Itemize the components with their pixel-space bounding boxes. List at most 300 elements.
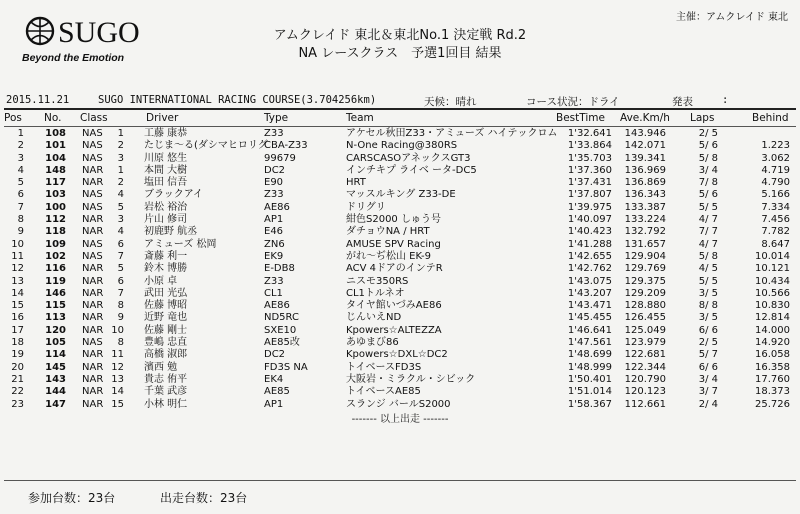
cell-class-rank: 11 <box>111 349 124 361</box>
cell-car-number: 144 <box>45 386 66 398</box>
table-row <box>0 337 800 349</box>
cell-class: NAS <box>82 189 103 201</box>
cell-ave-kmh: 136.343 <box>624 189 666 201</box>
cell-pos: 10 <box>11 238 24 250</box>
cell-pos: 22 <box>11 386 24 398</box>
cell-driver: 初鹿野 航丞 <box>144 226 198 238</box>
cell-ave-kmh: 128.880 <box>624 300 666 312</box>
cell-class-rank: 6 <box>117 238 124 250</box>
cell-class-rank: 3 <box>117 214 124 226</box>
cell-laps: 3/ 7 <box>698 386 718 398</box>
cell-behind: 18.373 <box>755 386 790 398</box>
cell-car-number: 112 <box>45 214 66 226</box>
header-behind: Behind <box>752 112 789 124</box>
cell-best-time: 1'39.975 <box>567 201 612 213</box>
cell-driver: 片山 修司 <box>144 214 188 226</box>
cell-car-number: 105 <box>45 337 66 349</box>
cell-driver: たじま～る(ダシマヒロリグ <box>144 140 268 152</box>
cell-team: N-One Racing@380RS <box>346 140 458 152</box>
cell-driver: 本間 大樹 <box>144 164 188 176</box>
cell-class-rank: 4 <box>117 189 124 201</box>
cell-ave-kmh: 120.790 <box>624 373 666 385</box>
cell-pos: 14 <box>11 287 24 299</box>
cell-ave-kmh: 122.681 <box>624 349 666 361</box>
table-row <box>0 276 800 288</box>
cell-laps: 3/ 5 <box>698 287 718 299</box>
announce-label: 発表 <box>672 96 693 108</box>
cell-ave-kmh: 129.375 <box>624 275 666 287</box>
cell-behind: 7.334 <box>761 201 790 213</box>
table-row <box>0 165 800 177</box>
cell-behind: 10.830 <box>755 300 790 312</box>
cell-class: NAS <box>82 250 103 262</box>
cell-driver: ブラックアイ <box>144 189 203 201</box>
table-row <box>0 312 800 324</box>
cell-type: ZN6 <box>264 238 285 250</box>
cell-laps: 5/ 7 <box>698 349 718 361</box>
cell-driver: 佐藤 博昭 <box>144 300 188 312</box>
cell-ave-kmh: 129.904 <box>624 250 666 262</box>
header-pos: Pos <box>4 112 22 124</box>
cell-driver: 塩田 信吾 <box>144 177 188 189</box>
cell-car-number: 117 <box>45 177 66 189</box>
cell-class-rank: 1 <box>117 164 124 176</box>
cell-car-number: 146 <box>45 287 66 299</box>
cell-car-number: 120 <box>45 324 66 336</box>
cell-class-rank: 2 <box>117 140 124 152</box>
cell-behind: 4.790 <box>761 177 790 189</box>
course-name: SUGO INTERNATIONAL RACING COURSE(3.704256km) <box>98 94 377 106</box>
announce-time: : <box>722 94 729 106</box>
cell-behind: 12.814 <box>755 312 790 324</box>
cell-laps: 3/ 4 <box>698 373 718 385</box>
cell-best-time: 1'41.288 <box>567 238 612 250</box>
end-note: ------- 以上出走 ------- <box>351 414 449 425</box>
cell-best-time: 1'40.423 <box>567 226 612 238</box>
cell-best-time: 1'43.471 <box>567 300 612 312</box>
header-class: Class <box>80 112 108 124</box>
cell-team: HRT <box>346 177 366 189</box>
cell-type: 99679 <box>264 152 296 164</box>
cell-class: NAR <box>82 300 104 312</box>
cell-behind: 25.726 <box>755 398 790 410</box>
cell-laps: 5/ 8 <box>698 250 718 262</box>
cell-type: Z33 <box>264 189 284 201</box>
cell-ave-kmh: 136.969 <box>624 164 666 176</box>
cell-laps: 5/ 5 <box>698 275 718 287</box>
cell-ave-kmh: 142.071 <box>624 140 666 152</box>
cell-class-rank: 2 <box>117 177 124 189</box>
cell-class-rank: 12 <box>111 361 124 373</box>
cell-ave-kmh: 112.661 <box>624 398 666 410</box>
cell-ave-kmh: 129.769 <box>624 263 666 275</box>
cell-class: NAR <box>82 324 104 336</box>
cell-type: FD3S NA <box>264 361 308 373</box>
cell-team: Kpowers☆DXL☆DC2 <box>346 349 448 361</box>
table-row <box>0 202 800 214</box>
cell-best-time: 1'48.999 <box>567 361 612 373</box>
cell-class-rank: 10 <box>111 324 124 336</box>
cell-best-time: 1'46.641 <box>567 324 612 336</box>
cell-driver: 岩松 裕治 <box>144 201 188 213</box>
cell-laps: 4/ 7 <box>698 214 718 226</box>
cell-best-time: 1'48.699 <box>567 349 612 361</box>
cell-pos: 5 <box>17 177 24 189</box>
cell-team: あゆまび86 <box>346 337 399 349</box>
cell-team: トイベースAE85 <box>346 386 421 398</box>
cell-type: SXE10 <box>264 324 297 336</box>
cell-type: CBA-Z33 <box>264 140 308 152</box>
header-type: Type <box>264 112 289 124</box>
cell-behind: 10.121 <box>755 263 790 275</box>
table-row <box>0 362 800 374</box>
cell-class-rank: 3 <box>117 152 124 164</box>
cell-team: ニスモ350RS <box>346 275 409 287</box>
cell-ave-kmh: 125.049 <box>624 324 666 336</box>
cell-class: NAR <box>82 164 104 176</box>
cell-driver: 武田 光弘 <box>144 287 188 299</box>
cell-pos: 21 <box>11 373 24 385</box>
cell-best-time: 1'58.367 <box>567 398 612 410</box>
cell-class: NAS <box>82 201 103 213</box>
cell-driver: 鈴木 博勝 <box>144 263 188 275</box>
brand-tagline: Beyond the Emotion <box>22 52 125 64</box>
cell-laps: 5/ 8 <box>698 152 718 164</box>
cell-driver: 小原 卓 <box>144 275 178 287</box>
cell-class: NAS <box>82 238 103 250</box>
cell-best-time: 1'43.207 <box>567 287 612 299</box>
cell-team: ACV 4ドアのインテR <box>346 263 443 275</box>
table-row <box>0 128 800 140</box>
cell-best-time: 1'37.431 <box>567 177 612 189</box>
cell-driver: 貴志 侑平 <box>144 373 188 385</box>
header-driver: Driver <box>146 112 179 124</box>
cell-class-rank: 15 <box>111 398 124 410</box>
cell-pos: 23 <box>11 398 24 410</box>
cell-pos: 13 <box>11 275 24 287</box>
cell-class: NAS <box>82 128 103 139</box>
cell-class: NAR <box>82 275 104 287</box>
cell-behind: 14.920 <box>755 337 790 349</box>
cell-class-rank: 5 <box>117 201 124 213</box>
cell-best-time: 1'42.762 <box>567 263 612 275</box>
cell-team: ドリグリ <box>346 201 386 213</box>
cell-driver: 豊嶋 忠直 <box>144 337 188 349</box>
cell-class-rank: 1 <box>117 128 124 139</box>
cell-behind: 5.166 <box>761 189 790 201</box>
cell-class-rank: 9 <box>117 312 124 324</box>
cell-driver: 濱西 勉 <box>144 361 178 373</box>
session-title: NA レースクラス 予選1回目 結果 <box>298 46 502 61</box>
cell-best-time: 1'32.641 <box>567 128 612 139</box>
cell-team: トイベースFD3S <box>346 361 422 373</box>
cell-type: CL1 <box>264 287 283 299</box>
cell-pos: 20 <box>11 361 24 373</box>
cell-behind: 16.358 <box>755 361 790 373</box>
cell-type: AP1 <box>264 398 284 410</box>
organizer: 主催：アムクレイド 東北 <box>676 12 788 23</box>
starters-count: 出走台数：23台 <box>160 491 248 505</box>
cell-team: スランジ バールS2000 <box>346 398 451 410</box>
cell-best-time: 1'33.864 <box>567 140 612 152</box>
cell-type: ND5RC <box>264 312 299 324</box>
cell-pos: 1 <box>17 128 24 139</box>
cell-type: AE86 <box>264 201 290 213</box>
cell-ave-kmh: 132.792 <box>624 226 666 238</box>
cell-laps: 7/ 8 <box>698 177 718 189</box>
cell-driver: 小林 明仁 <box>144 398 188 410</box>
table-row <box>0 214 800 226</box>
cell-team: AMUSE SPV Racing <box>346 238 441 250</box>
cell-class: NAR <box>82 312 104 324</box>
table-row <box>0 374 800 386</box>
cell-team: じんいえND <box>346 312 402 324</box>
cell-class: NAR <box>82 226 104 238</box>
cell-best-time: 1'43.075 <box>567 275 612 287</box>
cell-car-number: 116 <box>45 263 66 275</box>
cell-behind: 16.058 <box>755 349 790 361</box>
cell-laps: 2/ 5 <box>698 337 718 349</box>
cell-car-number: 104 <box>45 152 66 164</box>
table-row <box>0 325 800 337</box>
cell-best-time: 1'45.455 <box>567 312 612 324</box>
cell-pos: 12 <box>11 263 24 275</box>
brand-name: SUGO <box>58 16 140 49</box>
cell-laps: 4/ 5 <box>698 263 718 275</box>
cell-class: NAR <box>82 263 104 275</box>
cell-class-rank: 8 <box>117 337 124 349</box>
cell-class-rank: 8 <box>117 300 124 312</box>
results-table <box>0 128 800 411</box>
cell-driver: 佐藤 剛士 <box>144 324 188 336</box>
cell-pos: 2 <box>17 140 24 152</box>
cell-type: E-DB8 <box>264 263 295 275</box>
cell-type: AE86 <box>264 300 290 312</box>
cell-laps: 3/ 5 <box>698 312 718 324</box>
cell-ave-kmh: 122.344 <box>624 361 666 373</box>
cell-class-rank: 7 <box>117 287 124 299</box>
table-row <box>0 189 800 201</box>
header-best-time: BestTime <box>556 112 605 124</box>
cell-pos: 3 <box>17 152 24 164</box>
cell-class: NAR <box>82 177 104 189</box>
event-date: 2015.11.21 <box>6 94 70 106</box>
cell-driver: 近野 竜也 <box>144 312 188 324</box>
cell-type: AP1 <box>264 214 284 226</box>
cell-pos: 15 <box>11 300 24 312</box>
header-bottom-rule <box>4 126 796 127</box>
cell-behind: 10.434 <box>755 275 790 287</box>
cell-ave-kmh: 143.946 <box>624 128 666 139</box>
cell-team: アケセル秋田Z33・アミューズ ハイテックロム <box>346 128 558 139</box>
cell-class-rank: 4 <box>117 226 124 238</box>
cell-best-time: 1'37.807 <box>567 189 612 201</box>
cell-laps: 2/ 5 <box>698 128 718 139</box>
cell-car-number: 114 <box>45 349 66 361</box>
cell-ave-kmh: 123.979 <box>624 337 666 349</box>
cell-best-time: 1'47.561 <box>567 337 612 349</box>
table-row <box>0 226 800 238</box>
cell-class: NAR <box>82 373 104 385</box>
cell-type: Z33 <box>264 275 284 287</box>
cell-car-number: 108 <box>45 128 66 139</box>
cell-team: ダチョウNA / HRT <box>346 226 430 238</box>
cell-laps: 5/ 6 <box>698 140 718 152</box>
cell-team: 紺色S2000 しゅう号 <box>346 214 441 226</box>
weather: 天候：晴れ <box>424 96 477 108</box>
table-row <box>0 288 800 300</box>
cell-ave-kmh: 120.123 <box>624 386 666 398</box>
cell-behind: 4.719 <box>761 164 790 176</box>
cell-car-number: 101 <box>45 140 66 152</box>
cell-pos: 7 <box>17 201 24 213</box>
header-team: Team <box>346 112 374 124</box>
cell-behind: 10.566 <box>755 287 790 299</box>
cell-car-number: 115 <box>45 300 66 312</box>
table-row <box>0 251 800 263</box>
cell-car-number: 100 <box>45 201 66 213</box>
cell-class: NAR <box>82 398 104 410</box>
cell-best-time: 1'42.655 <box>567 250 612 262</box>
cell-team: Kpowers☆ALTEZZA <box>346 324 442 336</box>
cell-type: AE85 <box>264 386 290 398</box>
cell-type: EK4 <box>264 373 284 385</box>
entries-count: 参加台数：23台 <box>28 491 116 505</box>
table-row <box>0 386 800 398</box>
table-row <box>0 177 800 189</box>
header-laps: Laps <box>690 112 715 124</box>
cell-pos: 16 <box>11 312 24 324</box>
header-no: No. <box>44 112 62 124</box>
cell-class-rank: 6 <box>117 275 124 287</box>
cell-type: DC2 <box>264 349 286 361</box>
cell-class-rank: 5 <box>117 263 124 275</box>
cell-ave-kmh: 131.657 <box>624 238 666 250</box>
cell-pos: 17 <box>11 324 24 336</box>
cell-best-time: 1'40.097 <box>567 214 612 226</box>
cell-ave-kmh: 136.869 <box>624 177 666 189</box>
cell-car-number: 102 <box>45 250 66 262</box>
cell-class-rank: 7 <box>117 250 124 262</box>
header-ave-kmh: Ave.Km/h <box>620 112 670 124</box>
cell-class: NAS <box>82 140 103 152</box>
cell-car-number: 109 <box>45 238 66 250</box>
cell-driver: 高橋 淑郎 <box>144 349 188 361</box>
cell-type: E90 <box>264 177 284 189</box>
cell-type: AE85改 <box>264 337 300 349</box>
cell-behind: 14.000 <box>755 324 790 336</box>
cell-pos: 8 <box>17 214 24 226</box>
cell-class: NAR <box>82 386 104 398</box>
cell-laps: 7/ 7 <box>698 226 718 238</box>
cell-class-rank: 13 <box>111 373 124 385</box>
cell-driver: 千葉 武彦 <box>144 386 188 398</box>
cell-type: EK9 <box>264 250 284 262</box>
cell-team: インチキプ ライベ ータ-DC5 <box>346 164 477 176</box>
cell-ave-kmh: 133.387 <box>624 201 666 213</box>
cell-ave-kmh: 126.455 <box>624 312 666 324</box>
cell-ave-kmh: 139.341 <box>624 152 666 164</box>
cell-type: Z33 <box>264 128 284 139</box>
table-row <box>0 263 800 275</box>
cell-car-number: 118 <box>45 226 66 238</box>
cell-best-time: 1'35.703 <box>567 152 612 164</box>
cell-team: CL1トルネオ <box>346 287 405 299</box>
cell-team: 大阪岩・ミラクル・シビック <box>346 373 476 385</box>
cell-best-time: 1'37.360 <box>567 164 612 176</box>
cell-ave-kmh: 129.209 <box>624 287 666 299</box>
cell-class-rank: 14 <box>111 386 124 398</box>
header-top-rule <box>4 108 796 110</box>
cell-behind: 17.760 <box>755 373 790 385</box>
cell-behind: 1.223 <box>761 140 790 152</box>
cell-driver: 斎藤 利一 <box>144 250 188 262</box>
cell-laps: 4/ 7 <box>698 238 718 250</box>
table-row <box>0 153 800 165</box>
cell-driver: 川原 悠生 <box>144 152 188 164</box>
cell-car-number: 113 <box>45 312 66 324</box>
cell-behind: 3.062 <box>761 152 790 164</box>
cell-laps: 6/ 6 <box>698 361 718 373</box>
table-row <box>0 239 800 251</box>
cell-car-number: 143 <box>45 373 66 385</box>
cell-car-number: 148 <box>45 164 66 176</box>
cell-laps: 8/ 8 <box>698 300 718 312</box>
cell-behind: 8.647 <box>761 238 790 250</box>
cell-class: NAR <box>82 349 104 361</box>
cell-best-time: 1'50.401 <box>567 373 612 385</box>
cell-best-time: 1'51.014 <box>567 386 612 398</box>
table-row <box>0 399 800 411</box>
cell-laps: 5/ 5 <box>698 201 718 213</box>
cell-team: タイヤ館いづみAE86 <box>346 300 442 312</box>
cell-pos: 6 <box>17 189 24 201</box>
cell-ave-kmh: 133.224 <box>624 214 666 226</box>
cell-car-number: 145 <box>45 361 66 373</box>
cell-type: DC2 <box>264 164 286 176</box>
cell-class: NAS <box>82 152 103 164</box>
cell-class: NAR <box>82 361 104 373</box>
cell-pos: 4 <box>17 164 24 176</box>
cell-driver: 工藤 康恭 <box>144 128 188 139</box>
cell-pos: 18 <box>11 337 24 349</box>
cell-behind: 7.782 <box>761 226 790 238</box>
cell-behind: 7.456 <box>761 214 790 226</box>
table-row <box>0 300 800 312</box>
cell-pos: 19 <box>11 349 24 361</box>
cell-class: NAR <box>82 287 104 299</box>
cell-team: マッスルキング Z33-DE <box>346 189 456 201</box>
cell-laps: 3/ 4 <box>698 164 718 176</box>
table-row <box>0 349 800 361</box>
cell-laps: 2/ 4 <box>698 398 718 410</box>
cell-type: E46 <box>264 226 284 238</box>
cell-laps: 5/ 6 <box>698 189 718 201</box>
cell-behind: 10.014 <box>755 250 790 262</box>
event-title: アムクレイド 東北＆東北No.1 決定戦 Rd.2 <box>273 28 527 43</box>
track-condition: コース状況：ドライ <box>526 96 620 108</box>
cell-car-number: 147 <box>45 398 66 410</box>
cell-laps: 6/ 6 <box>698 324 718 336</box>
cell-team: がれ～ぢ松山 EK-9 <box>346 250 431 262</box>
cell-pos: 11 <box>11 250 24 262</box>
table-row <box>0 140 800 152</box>
cell-class: NAR <box>82 214 104 226</box>
cell-class: NAS <box>82 337 103 349</box>
cell-car-number: 103 <box>45 189 66 201</box>
cell-pos: 9 <box>17 226 24 238</box>
cell-team: CARSCASOアネックスGT3 <box>346 152 471 164</box>
